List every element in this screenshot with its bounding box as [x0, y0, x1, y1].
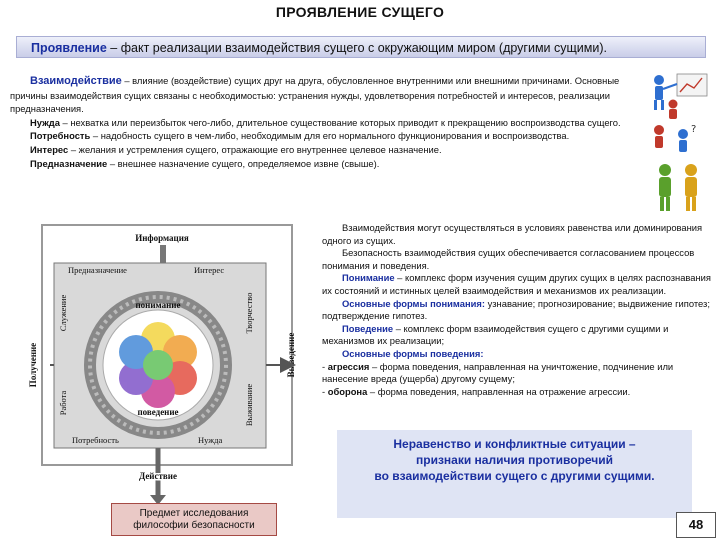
label-deistvie: Действие: [139, 471, 177, 481]
page-title: ПРОЯВЛЕНИЕ СУЩЕГО: [275, 4, 445, 20]
presenter-figure-icon: [654, 74, 707, 119]
right-paragraph: - агрессия – форма поведения, направленная на уничтожение, подчинение или нанесение вреда (ущерба) другому сущему;: [322, 360, 674, 385]
subject-box: Предмет исследования философии безопасности: [111, 503, 277, 536]
label-sluzhenie: Служение: [58, 294, 68, 332]
right-paragraph: Безопасность взаимодействия сущих обеспечивается согласованием процессов понимания и поведения.: [322, 247, 695, 271]
intro-paragraph: Нужда – нехватка или переизбыток чего-либо, длительное существование которых приводит к прекращению воспроизводства сущего.: [30, 116, 621, 128]
term-prednaznachenie: Предназначение: [30, 157, 108, 169]
label-poluchenie: Получение: [28, 342, 38, 388]
label-povedenie: поведение: [137, 407, 179, 417]
right-paragraph: Поведение – комплекс форм взаимодействия сущего с другими сущими и механизмов их реализации;: [322, 322, 669, 347]
label-vyvedenie: Выведение: [286, 332, 296, 378]
intro-text: [10, 74, 630, 170]
conclusion-callout: Неравенство и конфликтные ситуации – признаки наличия противоречий во взаимодействии сущего с другими сущими.: [337, 430, 692, 518]
two-figures-icon: [659, 164, 697, 211]
info-arrow: [160, 245, 166, 263]
right-paragraph: Взаимодействия могут осуществляться в условиях равенства или доминирования одного из сущих.: [322, 222, 703, 246]
intro-paragraph: Интерес – желания и устремления сущего, отражающие его внутреннее целевое назначение.: [30, 143, 442, 155]
definition-text: – факт реализации взаимодействия сущего с окружающим миром (другими сущими).: [106, 41, 607, 55]
term-nuzhda: Нужда: [30, 116, 60, 128]
right-paragraph: Основные формы понимания: узнавание; прогнозирование; выдвижение гипотез; подтверждение гипотез.: [322, 297, 710, 322]
right-paragraph: Понимание – комплекс форм изучения сущим других сущих в целях распознавания их состояний и истинных целей взаимодействия и механизмов их реализации.: [322, 272, 711, 296]
label-interes: Интерес: [194, 265, 225, 275]
definition-term: Проявление: [31, 41, 107, 55]
label-ponimanie: понимание: [135, 300, 181, 310]
people-illustrations: [645, 70, 715, 220]
figure-with-question-icon: [654, 124, 696, 152]
interaction-diagram: [12, 215, 322, 540]
label-potrebnost: Потребность: [72, 435, 119, 445]
right-paragraph: - оборона – форма поведения, направленная на отражение агрессии.: [322, 385, 631, 397]
label-prednaznachenie: Предназначение: [68, 265, 127, 275]
intro-paragraph: Потребность – надобность сущего в чем-либо, необходимым для его нормального функционирования и воспроизводства.: [30, 130, 570, 142]
right-paragraph: Основные формы поведения:: [342, 347, 484, 359]
intro-paragraph: Взаимодействие – влияние (воздействие) сущих друг на друга, обусловленное внутренними или внешними причинами. Основные причины взаимодействия сущих связаны с необходимостью: устранения нужды, удовлетворения потребностей и интересов, реализации предназначения.: [10, 75, 620, 115]
label-vyzhivanie: Выживание: [244, 383, 254, 427]
definition-bar: [16, 36, 706, 58]
intro-paragraph: Предназначение – внешнее назначение сущего, определяемое извне (свыше).: [30, 157, 380, 169]
label-informacia: Информация: [135, 233, 189, 243]
label-nuzhda: Нужда: [198, 435, 223, 445]
term-interes: Интерес: [30, 143, 69, 155]
page-number: 48: [676, 512, 716, 538]
term-potrebnost: Потребность: [30, 130, 91, 142]
term-vzaimodeistvie: Взаимодействие: [30, 75, 122, 87]
label-rabota: Работа: [58, 390, 68, 416]
svg-text:?: ?: [691, 124, 697, 135]
right-text: [322, 222, 712, 398]
label-tvorchestvo: Творчество: [244, 292, 254, 334]
